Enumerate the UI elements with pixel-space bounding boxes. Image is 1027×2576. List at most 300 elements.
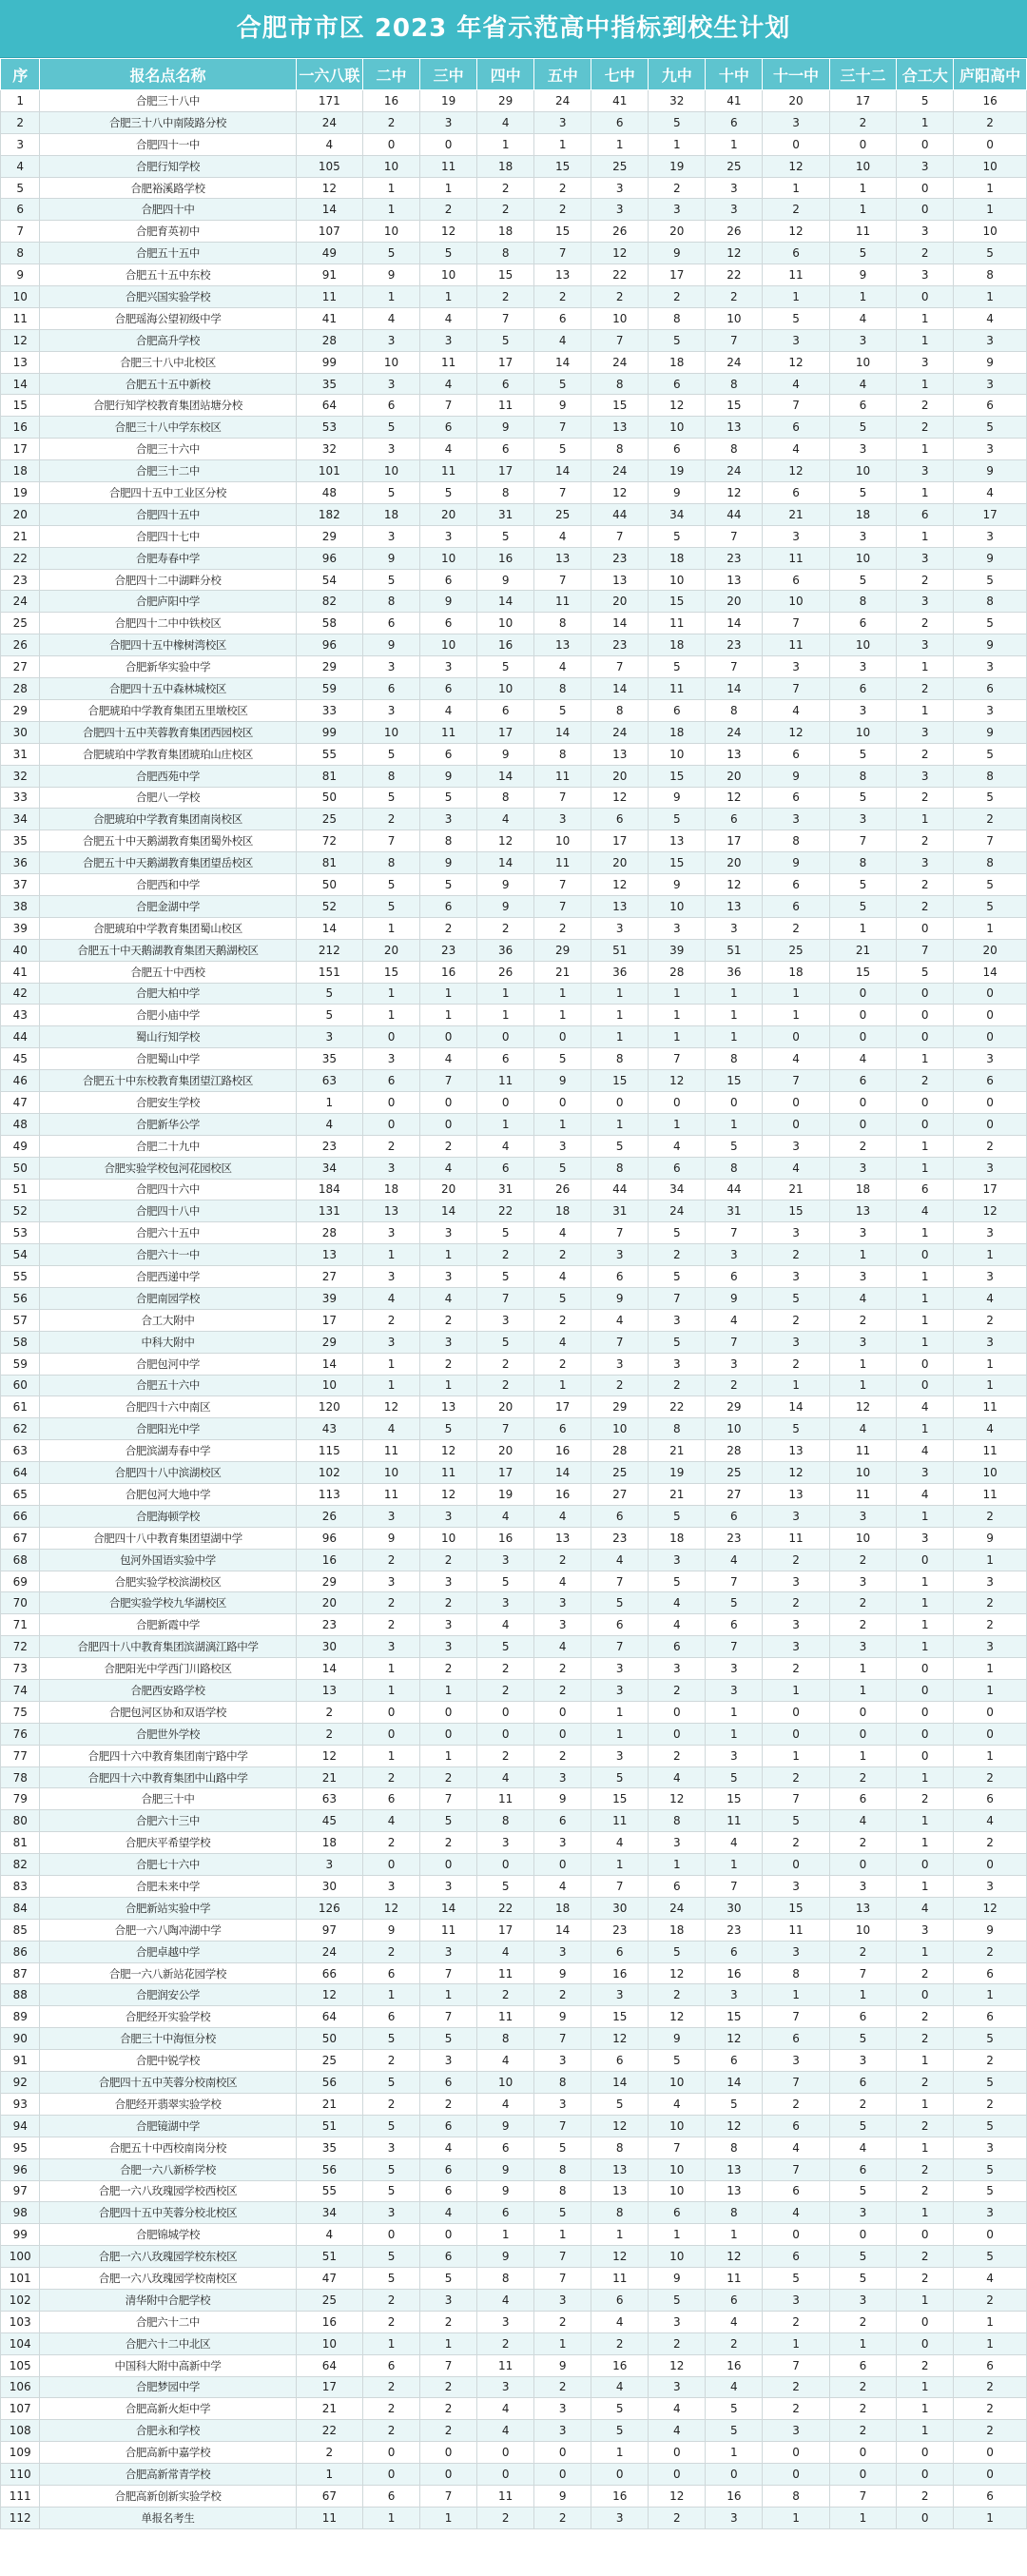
quota-cell: 28 [591, 1440, 649, 1462]
quota-cell: 3 [763, 2289, 829, 2311]
table-row [1, 2115, 1027, 2137]
quota-cell: 14 [477, 765, 534, 787]
quota-cell: 2 [763, 2376, 829, 2398]
quota-cell: 0 [649, 1723, 706, 1745]
row-index-cell: 29 [1, 699, 40, 721]
quota-cell: 4 [296, 1113, 362, 1135]
quota-cell: 5 [534, 2137, 591, 2158]
quota-cell: 8 [477, 2268, 534, 2290]
quota-cell: 18 [363, 503, 420, 525]
quota-cell: 3 [897, 264, 954, 286]
quota-cell: 4 [706, 1309, 763, 1331]
quota-cell: 4 [649, 1135, 706, 1157]
quota-cell: 1 [897, 1571, 954, 1592]
quota-cell: 13 [829, 1897, 896, 1919]
quota-cell: 11 [763, 1919, 829, 1941]
quota-cell: 3 [591, 1353, 649, 1375]
row-index-cell: 65 [1, 1484, 40, 1506]
quota-cell: 2 [954, 1592, 1027, 1614]
row-index-cell: 102 [1, 2289, 40, 2311]
quota-cell: 6 [363, 2006, 420, 2028]
quota-cell: 5 [706, 1135, 763, 1157]
quota-cell: 11 [477, 1962, 534, 1984]
table-row [1, 743, 1027, 765]
quota-cell: 11 [591, 2268, 649, 2290]
quota-cell: 1 [296, 1091, 362, 1113]
quota-cell: 13 [706, 2180, 763, 2202]
quota-cell: 64 [296, 395, 362, 417]
quota-cell: 15 [706, 1070, 763, 1092]
row-index-cell: 68 [1, 1549, 40, 1571]
quota-cell: 8 [534, 678, 591, 700]
quota-cell: 0 [829, 1005, 896, 1026]
quota-cell: 4 [591, 1309, 649, 1331]
quota-cell: 6 [954, 678, 1027, 700]
quota-cell: 1 [897, 1876, 954, 1898]
quota-cell: 11 [363, 1440, 420, 1462]
quota-cell: 8 [954, 264, 1027, 286]
quota-cell: 5 [763, 1418, 829, 1440]
quota-cell: 32 [296, 439, 362, 460]
quota-cell: 2 [897, 417, 954, 439]
table-row [1, 1941, 1027, 1962]
quota-cell: 5 [477, 1222, 534, 1244]
quota-cell: 5 [706, 2093, 763, 2115]
quota-cell: 10 [829, 1527, 896, 1549]
quota-cell: 0 [897, 286, 954, 308]
quota-cell: 2 [829, 1766, 896, 1788]
quota-cell: 11 [763, 547, 829, 569]
quota-cell: 7 [420, 1788, 477, 1810]
quota-cell: 7 [763, 2006, 829, 2028]
quota-cell: 1 [420, 983, 477, 1005]
quota-cell: 20 [706, 591, 763, 613]
quota-cell: 0 [763, 2224, 829, 2246]
quota-cell: 12 [296, 177, 362, 199]
quota-cell: 2 [763, 1353, 829, 1375]
quota-cell: 2 [763, 2311, 829, 2332]
table-row [1, 2464, 1027, 2486]
quota-cell: 3 [829, 809, 896, 830]
row-index-cell: 81 [1, 1832, 40, 1854]
quota-cell: 6 [477, 1157, 534, 1179]
quota-cell: 0 [897, 1854, 954, 1876]
row-index-cell: 13 [1, 351, 40, 373]
quota-cell: 12 [477, 830, 534, 852]
row-index-cell: 43 [1, 1005, 40, 1026]
quota-cell: 6 [420, 613, 477, 634]
school-name-cell: 合肥新站实验中学 [40, 1897, 296, 1919]
quota-cell: 2 [363, 1135, 420, 1157]
quota-cell: 2 [534, 1658, 591, 1680]
quota-cell: 3 [363, 329, 420, 351]
table-row [1, 1854, 1027, 1876]
quota-cell: 12 [706, 787, 763, 809]
table-row [1, 155, 1027, 177]
quota-cell: 3 [897, 1462, 954, 1484]
quota-cell: 8 [477, 2028, 534, 2050]
quota-cell: 0 [477, 1701, 534, 1723]
quota-cell: 8 [706, 2202, 763, 2224]
quota-cell: 3 [363, 1876, 420, 1898]
quota-cell: 0 [897, 2311, 954, 2332]
quota-cell: 1 [763, 286, 829, 308]
quota-cell: 9 [420, 765, 477, 787]
quota-cell: 1 [897, 1418, 954, 1440]
row-index-cell: 11 [1, 307, 40, 329]
quota-cell: 1 [763, 1745, 829, 1766]
quota-cell: 2 [897, 2115, 954, 2137]
quota-cell: 5 [363, 2158, 420, 2180]
quota-cell: 107 [296, 221, 362, 243]
quota-cell: 2 [534, 1353, 591, 1375]
quota-cell: 4 [829, 373, 896, 395]
table-row [1, 1680, 1027, 1702]
row-index-cell: 26 [1, 634, 40, 656]
row-index-cell: 57 [1, 1309, 40, 1331]
quota-cell: 7 [829, 1962, 896, 1984]
quota-cell: 2 [954, 2376, 1027, 2398]
quota-cell: 12 [296, 1984, 362, 2006]
school-name-cell: 合肥四十五中芙蓉分校北校区 [40, 2202, 296, 2224]
quota-cell: 2 [534, 1745, 591, 1766]
quota-cell: 21 [649, 1484, 706, 1506]
row-index-cell: 47 [1, 1091, 40, 1113]
quota-cell: 4 [829, 307, 896, 329]
quota-cell: 6 [763, 2115, 829, 2137]
table-row [1, 1984, 1027, 2006]
quota-cell: 11 [477, 2006, 534, 2028]
school-name-cell: 合肥包河大地中学 [40, 1484, 296, 1506]
school-name-cell: 合肥五十中西校 [40, 961, 296, 983]
quota-cell: 2 [763, 2398, 829, 2420]
quota-cell: 10 [649, 895, 706, 917]
quota-cell: 36 [706, 961, 763, 983]
quota-cell: 11 [420, 155, 477, 177]
quota-cell: 7 [897, 939, 954, 961]
quota-cell: 63 [296, 1788, 362, 1810]
table-row [1, 1440, 1027, 1462]
quota-cell: 35 [296, 1048, 362, 1070]
quota-cell: 20 [763, 90, 829, 112]
school-name-cell: 合肥三十八中北校区 [40, 351, 296, 373]
quota-cell: 5 [706, 1766, 763, 1788]
quota-cell: 4 [649, 1592, 706, 1614]
quota-cell: 5 [477, 1876, 534, 1898]
quota-cell: 5 [534, 439, 591, 460]
row-index-cell: 77 [1, 1745, 40, 1766]
quota-cell: 11 [296, 2507, 362, 2528]
quota-cell: 0 [534, 1723, 591, 1745]
quota-cell: 13 [706, 895, 763, 917]
quota-cell: 2 [296, 2442, 362, 2464]
quota-cell: 0 [954, 1723, 1027, 1745]
table-row [1, 1048, 1027, 1070]
quota-cell: 4 [477, 2093, 534, 2115]
quota-cell: 5 [954, 569, 1027, 591]
quota-cell: 2 [649, 2332, 706, 2354]
table-row [1, 1309, 1027, 1331]
quota-cell: 4 [829, 1287, 896, 1309]
quota-cell: 3 [363, 373, 420, 395]
row-index-cell: 67 [1, 1527, 40, 1549]
school-name-cell: 合肥四十五中芙蓉教育集团西园校区 [40, 721, 296, 743]
quota-cell: 63 [296, 1070, 362, 1092]
quota-cell: 6 [477, 439, 534, 460]
quota-cell: 2 [649, 1745, 706, 1766]
school-name-cell: 合肥四十中 [40, 199, 296, 221]
quota-cell: 2 [954, 2398, 1027, 2420]
quota-cell: 2 [477, 1658, 534, 1680]
quota-cell: 5 [829, 243, 896, 264]
quota-cell: 15 [763, 1200, 829, 1222]
quota-cell: 4 [829, 1418, 896, 1440]
quota-cell: 6 [363, 2485, 420, 2507]
quota-cell: 182 [296, 503, 362, 525]
quota-cell: 3 [534, 1766, 591, 1788]
quota-cell: 0 [363, 2442, 420, 2464]
quota-cell: 12 [363, 1897, 420, 1919]
quota-cell: 7 [706, 1636, 763, 1658]
quota-cell: 2 [420, 1309, 477, 1331]
quota-cell: 4 [420, 439, 477, 460]
quota-cell: 1 [829, 1244, 896, 1266]
school-name-cell: 合肥五十中西校南岗分校 [40, 2137, 296, 2158]
quota-cell: 2 [897, 2180, 954, 2202]
quota-cell: 6 [591, 2050, 649, 2072]
row-index-cell: 14 [1, 373, 40, 395]
quota-cell: 96 [296, 1527, 362, 1549]
quota-cell: 3 [477, 1309, 534, 1331]
quota-cell: 5 [829, 2028, 896, 2050]
quota-cell: 18 [649, 547, 706, 569]
quota-cell: 0 [897, 1005, 954, 1026]
quota-cell: 126 [296, 1897, 362, 1919]
quota-cell: 4 [420, 2137, 477, 2158]
school-name-cell: 合肥一六八玫瑰园学校东校区 [40, 2246, 296, 2268]
quota-cell: 9 [363, 1527, 420, 1549]
quota-cell: 7 [591, 1571, 649, 1592]
quota-cell: 1 [897, 329, 954, 351]
quota-cell: 14 [477, 591, 534, 613]
quota-cell: 3 [829, 2050, 896, 2072]
row-index-cell: 99 [1, 2224, 40, 2246]
quota-cell: 3 [591, 1658, 649, 1680]
quota-cell: 2 [420, 1592, 477, 1614]
school-name-cell: 合肥四十六中 [40, 1179, 296, 1200]
school-name-cell: 合肥新霞中学 [40, 1614, 296, 1636]
quota-cell: 4 [420, 307, 477, 329]
quota-cell: 3 [763, 1876, 829, 1898]
quota-cell: 3 [706, 1244, 763, 1266]
quota-cell: 1 [954, 177, 1027, 199]
table-header [1, 59, 1027, 90]
quota-cell: 6 [534, 1810, 591, 1832]
school-name-cell: 合肥二十九中 [40, 1135, 296, 1157]
quota-cell: 7 [763, 1788, 829, 1810]
row-index-cell: 34 [1, 809, 40, 830]
quota-cell: 6 [420, 2246, 477, 2268]
quota-cell: 2 [954, 1505, 1027, 1527]
quota-cell: 2 [534, 2376, 591, 2398]
quota-cell: 1 [649, 1854, 706, 1876]
quota-cell: 9 [477, 2158, 534, 2180]
quota-cell: 4 [296, 133, 362, 155]
quota-cell: 1 [649, 133, 706, 155]
quota-cell: 7 [420, 2354, 477, 2376]
quota-cell: 4 [763, 373, 829, 395]
quota-cell: 44 [591, 1179, 649, 1200]
quota-cell: 3 [763, 1941, 829, 1962]
quota-cell: 12 [296, 1745, 362, 1766]
quota-cell: 12 [763, 1462, 829, 1484]
school-name-cell: 合肥西苑中学 [40, 765, 296, 787]
row-index-cell: 96 [1, 2158, 40, 2180]
quota-cell: 0 [363, 2224, 420, 2246]
quota-cell: 131 [296, 1200, 362, 1222]
quota-cell: 10 [829, 1462, 896, 1484]
school-name-cell: 合肥高新常青学校 [40, 2464, 296, 2486]
table-row [1, 111, 1027, 133]
table-row [1, 1222, 1027, 1244]
quota-cell: 2 [363, 2311, 420, 2332]
quota-cell: 8 [829, 591, 896, 613]
quota-cell: 2 [649, 1375, 706, 1396]
quota-cell: 14 [706, 2072, 763, 2094]
quota-cell: 4 [534, 656, 591, 678]
quota-cell: 2 [763, 199, 829, 221]
quota-cell: 5 [534, 373, 591, 395]
quota-cell: 4 [706, 1549, 763, 1571]
quota-cell: 7 [763, 2354, 829, 2376]
quota-cell: 27 [591, 1484, 649, 1506]
table-row [1, 1287, 1027, 1309]
quota-cell: 26 [296, 1505, 362, 1527]
quota-cell: 0 [897, 133, 954, 155]
school-name-cell: 合肥锦城学校 [40, 2224, 296, 2246]
school-name-cell: 合肥育英初中 [40, 221, 296, 243]
quota-cell: 3 [420, 809, 477, 830]
row-index-cell: 52 [1, 1200, 40, 1222]
quota-cell: 2 [534, 2507, 591, 2528]
quota-cell: 26 [477, 961, 534, 983]
quota-cell: 8 [363, 765, 420, 787]
quota-cell: 24 [591, 351, 649, 373]
quota-cell: 16 [420, 961, 477, 983]
quota-cell: 5 [363, 743, 420, 765]
row-index-cell: 55 [1, 1266, 40, 1288]
quota-cell: 2 [763, 1549, 829, 1571]
table-row [1, 307, 1027, 329]
column-header: 一六八联 [296, 59, 362, 90]
quota-cell: 4 [477, 1614, 534, 1636]
quota-cell: 6 [649, 1876, 706, 1898]
quota-cell: 1 [591, 1113, 649, 1135]
quota-cell: 21 [763, 503, 829, 525]
quota-cell: 0 [954, 1113, 1027, 1135]
quota-cell: 3 [649, 199, 706, 221]
quota-cell: 5 [954, 417, 1027, 439]
row-index-cell: 90 [1, 2028, 40, 2050]
quota-cell: 18 [534, 1200, 591, 1222]
quota-cell: 1 [363, 1244, 420, 1266]
quota-cell: 1 [954, 1984, 1027, 2006]
quota-cell: 18 [829, 1179, 896, 1200]
quota-cell: 19 [420, 90, 477, 112]
quota-cell: 8 [706, 2137, 763, 2158]
quota-cell: 0 [420, 2224, 477, 2246]
quota-cell: 5 [763, 1287, 829, 1309]
quota-cell: 5 [420, 482, 477, 504]
quota-cell: 9 [363, 634, 420, 656]
quota-cell: 9 [534, 1962, 591, 1984]
quota-cell: 6 [591, 2289, 649, 2311]
quota-cell: 4 [420, 1157, 477, 1179]
school-name-cell: 合肥四十五中芙蓉分校南校区 [40, 2072, 296, 2094]
quota-cell: 29 [296, 1571, 362, 1592]
quota-cell: 2 [420, 2398, 477, 2420]
quota-cell: 7 [420, 1070, 477, 1092]
school-name-cell: 合肥五十五中新校 [40, 373, 296, 395]
quota-cell: 13 [649, 830, 706, 852]
quota-cell: 3 [829, 1571, 896, 1592]
quota-cell: 10 [649, 2072, 706, 2094]
quota-cell: 14 [591, 613, 649, 634]
quota-cell: 1 [363, 2332, 420, 2354]
school-name-cell: 合肥卓越中学 [40, 1941, 296, 1962]
quota-cell: 5 [829, 895, 896, 917]
quota-cell: 7 [763, 395, 829, 417]
quota-cell: 17 [591, 830, 649, 852]
quota-cell: 12 [763, 221, 829, 243]
row-index-cell: 104 [1, 2332, 40, 2354]
table-row [1, 221, 1027, 243]
quota-cell: 2 [591, 2332, 649, 2354]
quota-cell: 3 [363, 699, 420, 721]
quota-cell: 5 [534, 1157, 591, 1179]
school-name-cell: 合肥三十八中学东校区 [40, 417, 296, 439]
quota-cell: 2 [534, 199, 591, 221]
quota-cell: 2 [420, 1658, 477, 1680]
quota-cell: 19 [649, 460, 706, 482]
quota-cell: 1 [706, 2224, 763, 2246]
quota-cell: 2 [829, 1549, 896, 1571]
quota-cell: 17 [477, 351, 534, 373]
quota-cell: 2 [897, 678, 954, 700]
quota-cell: 15 [591, 395, 649, 417]
quota-cell: 5 [477, 329, 534, 351]
quota-cell: 22 [649, 1396, 706, 1418]
quota-cell: 5 [897, 90, 954, 112]
quota-cell: 2 [363, 809, 420, 830]
quota-cell: 1 [829, 1984, 896, 2006]
table-row [1, 2332, 1027, 2354]
row-index-cell: 39 [1, 917, 40, 939]
quota-cell: 2 [363, 2289, 420, 2311]
quota-cell: 5 [649, 1222, 706, 1244]
quota-cell: 1 [897, 482, 954, 504]
quota-cell: 20 [420, 503, 477, 525]
quota-cell: 6 [763, 874, 829, 896]
quota-cell: 7 [420, 2485, 477, 2507]
quota-cell: 5 [649, 2289, 706, 2311]
quota-cell: 12 [649, 1962, 706, 1984]
quota-cell: 0 [363, 1091, 420, 1113]
quota-cell: 8 [534, 2072, 591, 2094]
row-index-cell: 85 [1, 1919, 40, 1941]
row-index-cell: 16 [1, 417, 40, 439]
row-index-cell: 19 [1, 482, 40, 504]
